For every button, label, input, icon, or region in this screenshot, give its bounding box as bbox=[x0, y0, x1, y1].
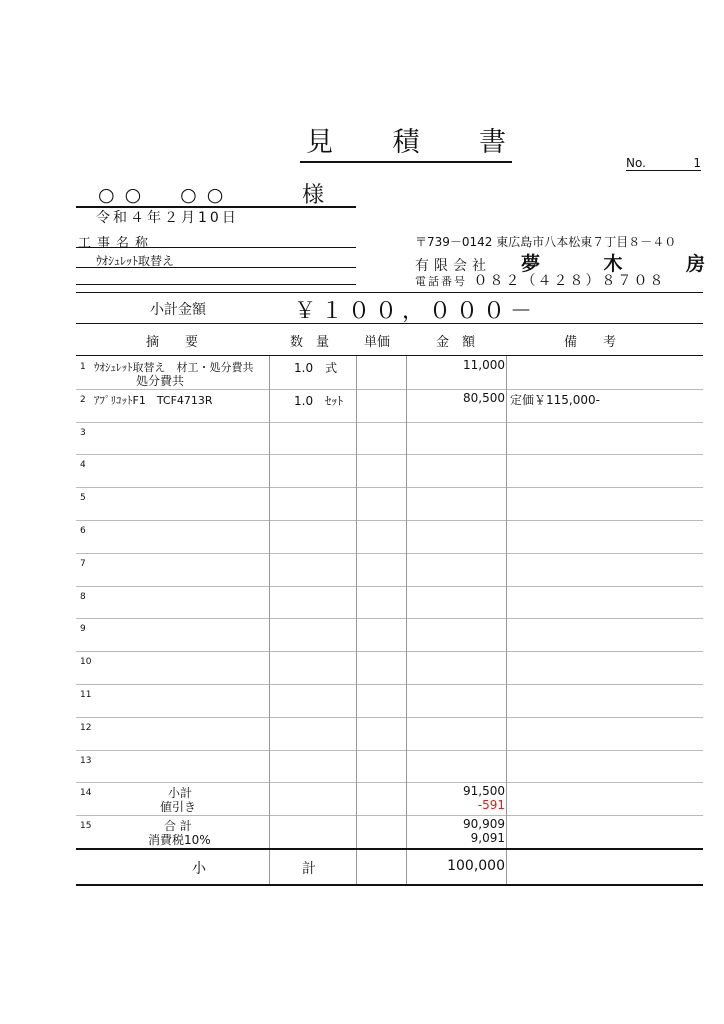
company-name-char-2: 木 bbox=[603, 253, 623, 275]
document-title bbox=[300, 120, 512, 163]
summary-tax-label: 消費税10% bbox=[148, 833, 211, 848]
table-row bbox=[76, 520, 703, 554]
summary-tax-value: 9,091 bbox=[470, 831, 505, 846]
grand-label-left: 小 bbox=[192, 861, 206, 877]
estimate-table bbox=[76, 323, 703, 848]
summary-total-value: 90,909 bbox=[463, 817, 505, 832]
row-number: 12 bbox=[80, 722, 92, 733]
recipient-name: ○○ ○○ bbox=[98, 184, 234, 206]
number-label: No. bbox=[626, 156, 646, 170]
table-row bbox=[76, 618, 703, 652]
header-unit-price: 単価 bbox=[364, 335, 391, 350]
summary-subtotal-label: 小計 bbox=[168, 786, 193, 801]
row-number: 1 bbox=[80, 362, 86, 372]
table-row bbox=[76, 717, 703, 751]
table-row bbox=[76, 454, 703, 488]
header-qty: 数 量 bbox=[290, 335, 330, 350]
grand-divider-2 bbox=[356, 850, 357, 884]
summary-total-label: 合 計 bbox=[164, 819, 192, 834]
table-row bbox=[76, 553, 703, 587]
row-number: 14 bbox=[80, 788, 92, 799]
row-number: 11 bbox=[80, 690, 92, 700]
row-number: 8 bbox=[80, 591, 86, 602]
summary-discount-label: 値引き bbox=[160, 800, 197, 815]
row-description-sub: 処分費共 bbox=[136, 374, 185, 388]
header-amount: 金 額 bbox=[436, 335, 476, 350]
table-header bbox=[76, 323, 703, 356]
row-number: 3 bbox=[80, 427, 86, 438]
col-divider-qty bbox=[356, 356, 357, 848]
grand-divider-3 bbox=[406, 850, 407, 884]
table-row bbox=[76, 422, 703, 456]
table-body bbox=[76, 356, 703, 848]
document-number bbox=[626, 156, 701, 171]
subtotal-label: 小計金額 bbox=[150, 302, 206, 318]
row-number: 7 bbox=[80, 558, 86, 569]
col-divider-amount bbox=[506, 356, 507, 848]
phone-label: 電話番号 bbox=[415, 275, 467, 288]
row-number: 15 bbox=[80, 821, 92, 832]
table-row bbox=[76, 750, 703, 784]
table-row bbox=[76, 389, 703, 423]
company-kind: 有限会社 bbox=[415, 258, 491, 274]
phone-number: ０８２（４２８）８７０８ bbox=[473, 273, 666, 289]
row-note: 定価￥115,000- bbox=[510, 392, 600, 407]
row-amount: 11,000 bbox=[463, 358, 505, 372]
project-name: ｳｵｼｭﾚｯﾄ取替え bbox=[96, 254, 175, 268]
row-number: 6 bbox=[80, 526, 86, 536]
subtotal-band bbox=[76, 292, 703, 324]
row-number: 13 bbox=[80, 755, 92, 766]
row-description: ｳｵｼｭﾚｯﾄ取替え 材工・処分費共 bbox=[94, 361, 254, 374]
title-char-2: 積 bbox=[392, 127, 420, 158]
row-number: 9 bbox=[80, 624, 86, 635]
project-name-rule bbox=[76, 267, 356, 268]
recipient bbox=[76, 180, 356, 208]
recipient-honorific: 様 bbox=[302, 183, 325, 208]
table-row bbox=[76, 651, 703, 685]
col-divider-desc bbox=[269, 356, 270, 848]
project-label: 工事名称 bbox=[78, 236, 155, 251]
row-number: 5 bbox=[80, 493, 86, 504]
header-note: 備 考 bbox=[564, 335, 617, 350]
project-label-rule bbox=[76, 247, 356, 248]
number-value: 1 bbox=[693, 156, 701, 170]
table-row bbox=[76, 782, 703, 816]
table-row bbox=[76, 487, 703, 521]
col-divider-unit bbox=[406, 356, 407, 848]
project-bottom-rule bbox=[76, 284, 356, 285]
table-row bbox=[76, 815, 703, 849]
row-number: 2 bbox=[80, 394, 86, 405]
grand-divider-1 bbox=[269, 850, 270, 884]
summary-discount-value: -591 bbox=[477, 798, 505, 813]
row-quantity: 1.0 ｾｯﾄ bbox=[294, 393, 344, 408]
grand-total-row bbox=[76, 848, 703, 886]
row-amount: 80,500 bbox=[463, 390, 505, 405]
header-desc: 摘 要 bbox=[146, 335, 199, 350]
company-name-char-1: 夢 bbox=[521, 253, 541, 275]
title-char-3: 書 bbox=[479, 127, 506, 158]
grand-divider-4 bbox=[506, 850, 507, 884]
row-number: 10 bbox=[80, 657, 92, 668]
company-name-char-3: 房 bbox=[685, 253, 705, 275]
issue-date: 令和４年２月10日 bbox=[96, 210, 239, 226]
table-row bbox=[76, 356, 703, 390]
title-char-1: 見 bbox=[306, 127, 333, 158]
table-row bbox=[76, 684, 703, 718]
company-phone bbox=[415, 270, 665, 290]
company-address: 〒739－0142 東広島市八本松東７丁目８－４０ bbox=[415, 235, 677, 249]
summary-subtotal-value: 91,500 bbox=[463, 784, 505, 799]
row-number: 4 bbox=[80, 460, 86, 471]
subtotal-amount: ￥１００，０００－ bbox=[294, 299, 538, 324]
table-row bbox=[76, 586, 703, 620]
row-quantity: 1.0 式 bbox=[294, 361, 338, 375]
grand-label-right: 計 bbox=[302, 861, 316, 877]
row-description: ｱﾌﾟﾘｺｯﾄF1 TCF4713R bbox=[94, 393, 213, 407]
grand-amount: 100,000 bbox=[447, 858, 505, 874]
